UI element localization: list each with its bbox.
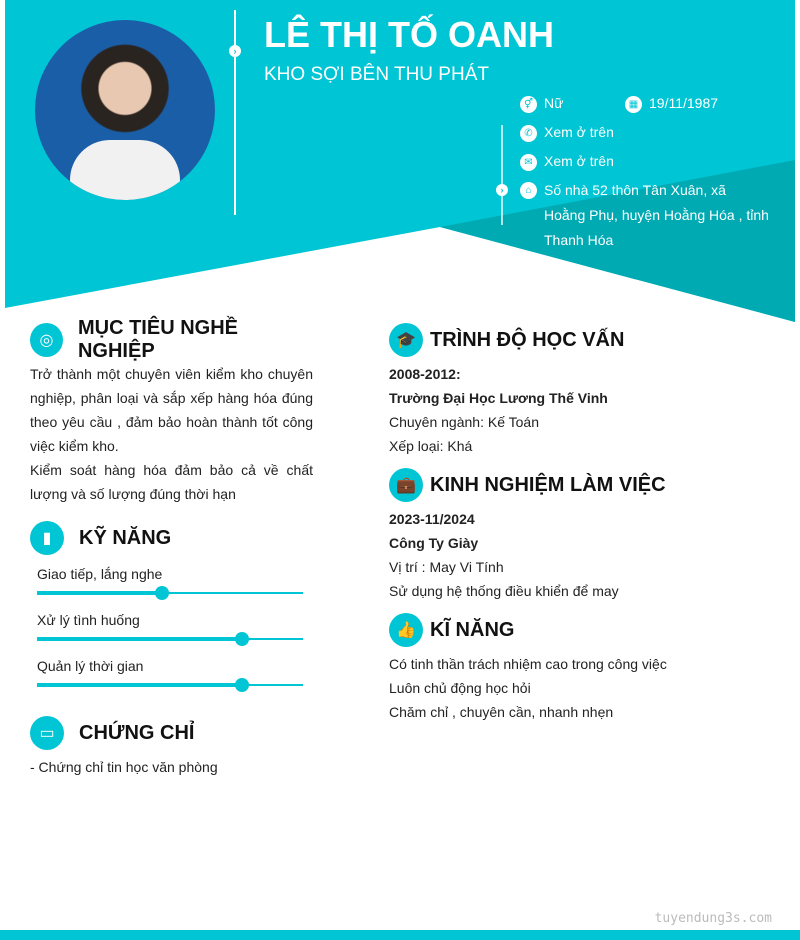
skill-label: Giao tiếp, lắng nghe: [37, 566, 163, 582]
section-title: TRÌNH ĐỘ HỌC VẤN: [430, 328, 625, 351]
phone-icon: ✆: [520, 125, 537, 142]
soft-skill-item: Chăm chỉ , chuyên cần, nhanh nhẹn: [389, 704, 614, 720]
education-period: 2008-2012:: [389, 366, 461, 382]
graduation-cap-icon: 🎓: [389, 323, 423, 357]
skill-level-knob: [235, 632, 249, 646]
chevron-right-icon: ›: [229, 45, 241, 57]
education-rank: Xếp loại: Khá: [389, 438, 473, 454]
certificate-icon: ▭: [30, 716, 64, 750]
skill-level-fill: [37, 683, 242, 687]
email-icon: ✉: [520, 154, 537, 171]
experience-company: Công Ty Giày: [389, 535, 479, 551]
gender-icon: ⚥: [520, 96, 537, 113]
birthday: 19/11/1987: [649, 95, 719, 111]
skill-level-bar: [37, 684, 303, 686]
avatar: [35, 20, 215, 200]
experience-desc: Sử dụng hệ thống điều khiển để may: [389, 583, 619, 599]
skill-level-knob: [155, 586, 169, 600]
education-major: Chuyên ngành: Kế Toán: [389, 414, 539, 430]
thumbs-up-icon: 👍: [389, 613, 423, 647]
experience-period: 2023-11/2024: [389, 511, 475, 527]
target-icon: ◎: [30, 323, 63, 357]
education-school: Trường Đại Học Lương Thế Vinh: [389, 390, 608, 406]
section-title: KĨ NĂNG: [430, 618, 515, 641]
candidate-position: KHO SỢI BÊN THU PHÁT: [264, 64, 489, 85]
experience-role: Vị trí : May Vi Tính: [389, 559, 504, 575]
skill-level-fill: [37, 591, 162, 595]
chevron-right-icon: ›: [496, 184, 508, 196]
certificate-item: - Chứng chỉ tin học văn phòng: [30, 759, 218, 775]
gender: Nữ: [544, 95, 564, 111]
footer-bar: [0, 930, 800, 940]
soft-skill-item: Có tinh thần trách nhiệm cao trong công việc: [389, 656, 667, 672]
contact-line: [501, 125, 503, 225]
skill-item: [37, 562, 313, 594]
skill-level-knob: [235, 678, 249, 692]
experience-section: [389, 467, 769, 603]
section-title: KINH NGHIỆM LÀM VIỆC: [430, 473, 666, 496]
header-banner: [0, 0, 800, 330]
candidate-name: LÊ THỊ TỐ OANH: [264, 14, 554, 55]
soft-skills-section: [389, 612, 769, 724]
address: Số nhà 52 thôn Tân Xuân, xã Hoằng Phụ, huyện Hoằng Hóa , tỉnh Thanh Hóa: [544, 182, 769, 248]
briefcase-icon: 💼: [389, 468, 423, 502]
home-icon: ⌂: [520, 182, 537, 199]
skill-item: [37, 654, 313, 686]
section-title: KỸ NĂNG: [79, 526, 172, 549]
skill-label: Quản lý thời gian: [37, 658, 144, 674]
objective-text-2: Kiểm soát hàng hóa đảm bảo cả về chất lượng và số lượng đúng thời hạn: [30, 462, 313, 502]
section-title: MỤC TIÊU NGHỀ NGHIỆP: [77, 317, 238, 362]
skill-level-bar: [37, 638, 303, 640]
objective-text-1: Trở thành một chuyên viên kiểm kho chuyên nghiệp, phân loại và sắp xếp hàng hóa đúng theo yêu cầu , đảm bảo hoàn thành tốt công việc kiểm kho.: [30, 366, 313, 454]
calendar-icon: ▦: [625, 96, 642, 113]
soft-skill-item: Luôn chủ động học hỏi: [389, 680, 531, 696]
bar-chart-icon: ▮: [30, 521, 64, 555]
email: Xem ở trên: [544, 153, 614, 169]
timeline-line: [234, 10, 236, 215]
certificates-section: [30, 715, 313, 779]
skill-level-fill: [37, 637, 242, 641]
section-title: CHỨNG CHỈ: [79, 721, 195, 744]
objective-section: [30, 317, 313, 506]
phone: Xem ở trên: [544, 124, 614, 140]
skill-item: [37, 608, 313, 640]
skill-label: Xử lý tình huống: [37, 612, 140, 628]
education-section: [389, 322, 769, 458]
watermark: tuyendung3s.com: [654, 911, 772, 926]
skills-section: [30, 520, 313, 700]
skill-level-bar: [37, 592, 303, 594]
